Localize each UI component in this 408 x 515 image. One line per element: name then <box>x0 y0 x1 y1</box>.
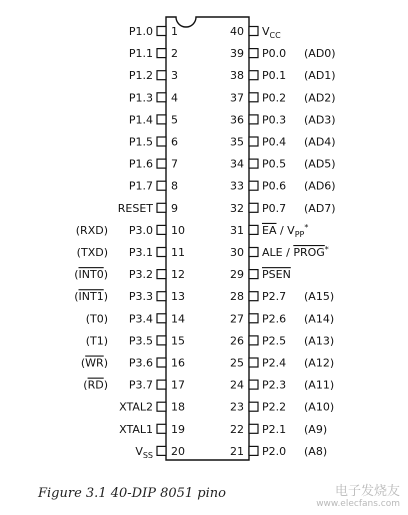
pin-stub-5 <box>157 115 166 124</box>
pin-label-37 <box>262 91 286 104</box>
paren: ) <box>329 378 335 392</box>
paren: ( <box>85 334 90 348</box>
pin-stub-22 <box>249 424 258 433</box>
pin-name: P3.6 <box>128 356 153 370</box>
paren: ( <box>304 356 309 370</box>
paren: ) <box>103 268 108 282</box>
paren: ( <box>76 246 81 259</box>
pin-label-7 <box>129 158 153 171</box>
pin-alt-26 <box>304 334 334 347</box>
pin-name: P0.4 <box>262 135 287 149</box>
paren: ) <box>103 290 108 304</box>
pin-name-sub: SS <box>142 450 153 460</box>
pin-label-39 <box>262 47 286 60</box>
pin-alt-33 <box>304 180 336 193</box>
paren: ) <box>331 157 336 171</box>
figure-caption: Figure 3.1 40-DIP 8051 pino <box>38 486 226 501</box>
paren: ( <box>74 268 79 282</box>
pin-alt-name: A10 <box>308 400 330 414</box>
pin-label-25 <box>262 357 286 370</box>
paren: ( <box>304 201 309 215</box>
pin-name: P2.2 <box>262 400 287 414</box>
pin-name: P0.7 <box>262 201 287 215</box>
pin-name: P1.2 <box>128 69 153 83</box>
pin-stub-30 <box>249 248 258 257</box>
pin-alt-14 <box>86 312 108 325</box>
pin-alt-15 <box>86 334 108 347</box>
pin-name2: PROG <box>293 246 325 259</box>
pin-alt-16 <box>81 357 108 370</box>
pin-stub-12 <box>157 270 166 279</box>
pin-name: P3.7 <box>128 378 153 392</box>
pin-label-23 <box>262 401 286 414</box>
pin-name: P0.2 <box>262 91 287 105</box>
pin-alt-27 <box>304 312 334 325</box>
pin-stub-14 <box>157 314 166 323</box>
paren: ) <box>331 179 336 193</box>
pin-stub-26 <box>249 336 258 345</box>
watermark-url: www.elecfans.com <box>316 499 400 509</box>
pin-name: P3.3 <box>128 290 153 304</box>
pin-label-3 <box>129 69 153 82</box>
pin-stub-37 <box>249 93 258 102</box>
pin-alt-22 <box>304 423 327 436</box>
pin-number-22: 22 <box>230 422 244 436</box>
pin-name: P0.6 <box>262 179 287 193</box>
pin-alt-name: A11 <box>308 378 330 392</box>
pin-alt-28 <box>304 290 334 303</box>
pin-label-27 <box>262 312 286 325</box>
pin-stub-23 <box>249 402 258 411</box>
pin-label-28 <box>262 290 286 303</box>
pin-label-13 <box>129 290 153 303</box>
pin-name: P2.7 <box>262 290 287 304</box>
pin-number-19: 19 <box>171 422 185 436</box>
pin-stub-35 <box>249 137 258 146</box>
paren: ) <box>103 312 108 326</box>
pin-alt-name: AD7 <box>308 201 332 215</box>
pin-label-32 <box>262 202 286 215</box>
pin-alt-name: WR <box>85 356 104 370</box>
pin-stub-21 <box>249 446 258 455</box>
pin-suffix-sub: PP <box>294 229 305 239</box>
paren: ) <box>329 312 335 326</box>
pin-stub-25 <box>249 358 258 367</box>
pin-number-31: 31 <box>230 223 244 237</box>
paren: ( <box>75 223 81 237</box>
pin-number-18: 18 <box>171 400 185 414</box>
paren: ( <box>304 47 309 61</box>
paren: ) <box>103 334 108 348</box>
pin-number-12: 12 <box>171 268 185 282</box>
pin-label-2 <box>129 47 153 60</box>
pin-stub-36 <box>249 115 258 124</box>
pin-name: P1.6 <box>128 157 153 171</box>
pin-alt-39 <box>304 47 336 60</box>
pin-number-14: 14 <box>171 312 185 326</box>
pin-alt-name: RXD <box>80 223 104 237</box>
pin-number-39: 39 <box>230 47 244 61</box>
pin-stub-3 <box>157 71 166 80</box>
pin-alt-name: AD0 <box>308 47 332 61</box>
pin-label-18 <box>119 401 153 414</box>
pin-number-35: 35 <box>230 135 244 149</box>
pin-label-26 <box>262 334 286 347</box>
pin-stub-18 <box>157 402 166 411</box>
pin-number-5: 5 <box>171 113 178 127</box>
pin-label-35 <box>262 136 286 149</box>
paren: ) <box>322 444 328 458</box>
pin-name: P0.3 <box>262 113 287 127</box>
pin-alt-name: A12 <box>308 356 330 370</box>
pin-number-6: 6 <box>171 135 178 149</box>
pin-stub-1 <box>157 27 166 36</box>
pin-number-1: 1 <box>171 25 178 38</box>
paren: ) <box>103 356 108 370</box>
pin-stub-8 <box>157 181 166 190</box>
paren: ( <box>304 91 309 105</box>
pin-name: RESET <box>117 201 153 215</box>
pin-label-40 <box>262 25 281 40</box>
pin-label-12 <box>129 268 153 281</box>
pin-alt-13 <box>74 290 108 303</box>
pin-name: ALE / <box>262 246 294 259</box>
pin-mark: * <box>304 222 309 232</box>
pin-stub-19 <box>157 424 166 433</box>
pin-name: P1.3 <box>128 91 153 105</box>
pin-number-15: 15 <box>171 334 185 348</box>
paren: ( <box>304 444 309 458</box>
pin-stub-17 <box>157 380 166 389</box>
pin-alt-38 <box>304 69 336 82</box>
pin-number-32: 32 <box>230 201 244 215</box>
pin-number-4: 4 <box>171 91 178 105</box>
pin-alt-12 <box>74 268 108 281</box>
pin-label-5 <box>129 113 153 126</box>
pin-label-31 <box>262 223 308 239</box>
pin-label-38 <box>262 69 286 82</box>
pin-label-29 <box>262 268 291 281</box>
pin-number-27: 27 <box>230 312 244 326</box>
pin-number-21: 21 <box>230 444 244 458</box>
pin-alt-name: AD3 <box>308 113 332 127</box>
pin-stub-34 <box>249 159 258 168</box>
pin-name: XTAL2 <box>119 400 153 414</box>
pin-number-36: 36 <box>230 113 244 127</box>
pin-stub-27 <box>249 314 258 323</box>
pin-label-30 <box>262 245 329 259</box>
pin-alt-name: T1 <box>89 334 104 348</box>
paren: ( <box>304 179 309 193</box>
paren: ) <box>331 69 336 83</box>
pin-number-16: 16 <box>171 356 185 370</box>
pin-number-37: 37 <box>230 91 244 105</box>
paren: ) <box>331 47 336 61</box>
pin-name: P1.7 <box>128 179 153 193</box>
paren: ) <box>329 356 335 370</box>
pin-label-34 <box>262 158 286 171</box>
pin-alt-name: RD <box>87 378 104 392</box>
pin-stub-24 <box>249 380 258 389</box>
pin-alt-name: A8 <box>308 444 323 458</box>
pin-stub-39 <box>249 49 258 58</box>
paren: ( <box>74 290 79 304</box>
pin-name: P1.5 <box>128 135 153 149</box>
pin-number-9: 9 <box>171 201 178 215</box>
pin-number-38: 38 <box>230 69 244 83</box>
pin-name: V <box>262 25 270 38</box>
pin-stub-31 <box>249 225 258 234</box>
pin-label-1 <box>129 25 153 38</box>
paren: ( <box>304 113 309 127</box>
paren: ) <box>331 201 336 215</box>
pin-label-22 <box>262 423 286 436</box>
paren: ) <box>103 223 108 237</box>
pin-name: P1.1 <box>128 47 153 61</box>
pin-label-11 <box>129 246 153 259</box>
pin-number-34: 34 <box>230 157 244 171</box>
pin-alt-name: INT1 <box>78 290 104 304</box>
pin-stub-28 <box>249 292 258 301</box>
pin-stub-33 <box>249 181 258 190</box>
paren: ( <box>304 135 309 149</box>
paren: ( <box>304 422 309 436</box>
pin-label-16 <box>129 357 153 370</box>
paren: ) <box>329 400 335 414</box>
pin-label-9 <box>118 202 154 215</box>
pin-alt-name: AD2 <box>308 91 332 105</box>
pin-label-8 <box>129 180 153 193</box>
pin-stub-6 <box>157 137 166 146</box>
pin-stub-29 <box>249 270 258 279</box>
pin-name: P3.5 <box>128 334 153 348</box>
pin-name-sub: CC <box>269 31 281 40</box>
pin-alt-10 <box>76 224 108 237</box>
pin-label-17 <box>129 379 153 392</box>
pin-number-30: 30 <box>230 246 244 259</box>
pin-name: P3.0 <box>128 223 153 237</box>
pin-number-28: 28 <box>230 290 244 304</box>
pin-stub-4 <box>157 93 166 102</box>
pin-name: P2.1 <box>262 422 287 436</box>
pin-alt-17 <box>83 379 108 392</box>
pin-name-suffix: / V <box>276 223 295 237</box>
pin-number-7: 7 <box>171 157 178 171</box>
pin-number-26: 26 <box>230 334 244 348</box>
paren: ) <box>331 91 336 105</box>
paren: ) <box>329 334 335 348</box>
pin-number-3: 3 <box>171 69 178 83</box>
pin-stub-40 <box>249 27 258 36</box>
pin-name: EA <box>262 223 277 237</box>
pin-name: PSEN <box>262 268 291 282</box>
pin-alt-11 <box>77 246 108 259</box>
pin-number-2: 2 <box>171 47 178 61</box>
pin-name: V <box>135 444 143 458</box>
pin-stub-11 <box>157 248 166 257</box>
pin-alt-25 <box>304 357 334 370</box>
pin-label-24 <box>262 379 286 392</box>
pin-alt-21 <box>304 445 327 458</box>
pin-label-21 <box>262 445 286 458</box>
pin-name: P3.2 <box>128 268 153 282</box>
pin-name: P1.4 <box>128 113 153 127</box>
pin-name: XTAL1 <box>119 422 153 436</box>
paren: ( <box>304 290 309 304</box>
pin-stub-20 <box>157 446 166 455</box>
pin-stub-16 <box>157 358 166 367</box>
pin-name: P0.1 <box>262 69 287 83</box>
pin-number-8: 8 <box>171 179 178 193</box>
pin-alt-name: TXD <box>80 246 104 259</box>
paren: ) <box>103 378 108 392</box>
paren: ) <box>322 422 328 436</box>
paren: ( <box>304 378 309 392</box>
pin-alt-name: INT0 <box>78 268 104 282</box>
pin-number-11: 11 <box>171 246 185 259</box>
pin-label-20 <box>135 445 153 460</box>
watermark-text: 电子发烧友 <box>334 484 400 499</box>
pin-stub-38 <box>249 71 258 80</box>
pin-name: P0.5 <box>262 157 287 171</box>
pin-alt-name: AD6 <box>308 179 332 193</box>
pin-alt-name: AD5 <box>308 157 332 171</box>
paren: ( <box>80 356 86 370</box>
pin-mark: * <box>324 245 329 254</box>
pin-stub-7 <box>157 159 166 168</box>
pin-alt-35 <box>304 136 336 149</box>
paren: ( <box>304 312 309 326</box>
pin-number-33: 33 <box>230 179 244 193</box>
pin-label-4 <box>129 91 153 104</box>
pin-stub-32 <box>249 203 258 212</box>
watermark-logo <box>316 480 400 509</box>
paren: ) <box>329 290 335 304</box>
paren: ) <box>331 135 336 149</box>
paren: ) <box>103 246 108 259</box>
pin-number-25: 25 <box>230 356 244 370</box>
pin-number-23: 23 <box>230 400 244 414</box>
paren: ( <box>304 69 309 83</box>
pin-name: P3.1 <box>128 246 153 259</box>
pin-label-6 <box>129 136 153 149</box>
pin-number-20: 20 <box>171 444 185 458</box>
pin-stub-15 <box>157 336 166 345</box>
pin-alt-36 <box>304 113 336 126</box>
pin-name: P2.3 <box>262 378 287 392</box>
pin-label-36 <box>262 113 286 126</box>
pin-label-15 <box>129 334 153 347</box>
pin-number-40: 40 <box>230 25 244 38</box>
pin-stub-9 <box>157 203 166 212</box>
paren: ( <box>304 157 309 171</box>
pin-stub-13 <box>157 292 166 301</box>
pin-alt-24 <box>304 379 334 392</box>
pin-number-24: 24 <box>230 378 244 392</box>
pin-name: P2.6 <box>262 312 287 326</box>
pin-name: P2.0 <box>262 444 287 458</box>
pin-alt-34 <box>304 158 336 171</box>
pin-label-33 <box>262 180 286 193</box>
pin-alt-name: AD4 <box>308 135 332 149</box>
pin-alt-name: A14 <box>308 312 330 326</box>
pin-alt-32 <box>304 202 336 215</box>
pin-stub-10 <box>157 225 166 234</box>
paren: ) <box>331 113 336 127</box>
pin-stub-2 <box>157 49 166 58</box>
pin-alt-name: A13 <box>308 334 330 348</box>
pin-number-29: 29 <box>230 268 244 282</box>
pin-name: P1.0 <box>128 25 153 38</box>
pin-alt-name: AD1 <box>308 69 332 83</box>
pin-label-19 <box>119 423 153 436</box>
pin-number-13: 13 <box>171 290 185 304</box>
pin-number-17: 17 <box>171 378 185 392</box>
pin-name: P2.4 <box>262 356 287 370</box>
pin-alt-23 <box>304 401 334 414</box>
paren: ( <box>304 334 309 348</box>
pin-alt-37 <box>304 91 336 104</box>
pin-name: P2.5 <box>262 334 287 348</box>
paren: ( <box>304 400 309 414</box>
pin-name: P3.4 <box>128 312 153 326</box>
pin-alt-name: A15 <box>308 290 330 304</box>
pin-label-10 <box>129 224 153 237</box>
pin-alt-name: A9 <box>308 422 323 436</box>
paren: ( <box>83 378 88 392</box>
pin-name: P0.0 <box>262 47 287 61</box>
chip-body <box>166 17 249 460</box>
pin-alt-name: T0 <box>89 312 104 326</box>
pin-number-10: 10 <box>171 223 185 237</box>
paren: ( <box>85 312 90 326</box>
pin-label-14 <box>129 312 153 325</box>
